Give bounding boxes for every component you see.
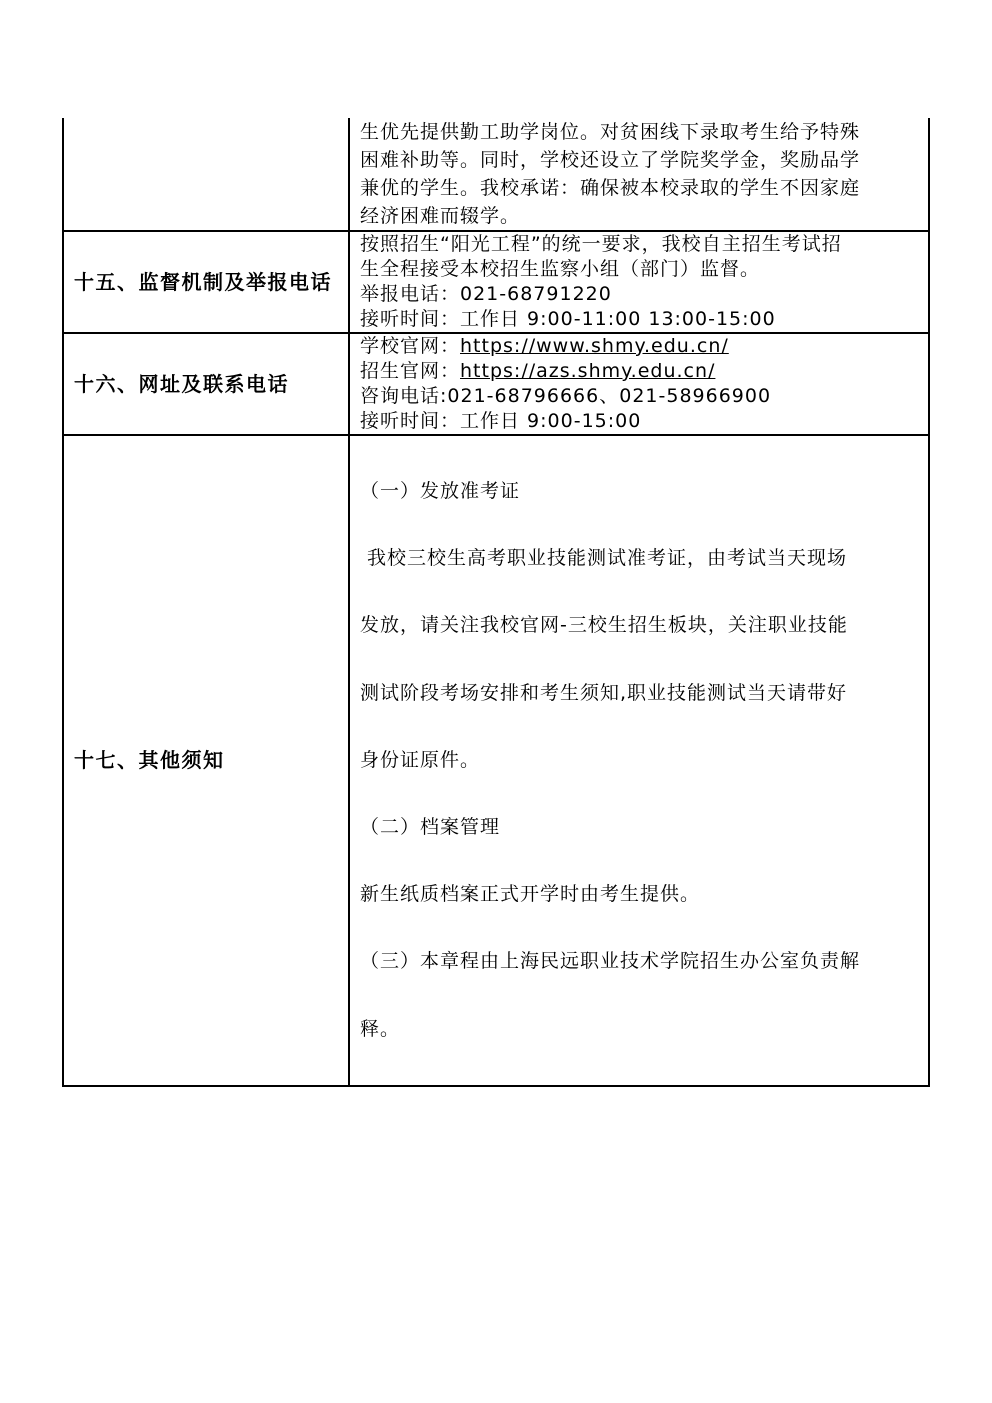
text-line: 兼优的学生。我校承诺：确保被本校录取的学生不因家庭 [360,177,861,199]
school-site-line [360,334,920,359]
school-site-label: 学校官网： [360,335,461,357]
text-line: 发放，请关注我校官网-三校生招生板块，关注职业技能 [360,614,848,637]
table-row [63,333,929,435]
text-line: 经济困难而辍学。 [360,205,521,227]
text-line: 困难补助等。同时，学校还设立了学院奖学金，奖励品学 [360,149,861,171]
text-line: 测试阶段考场安排和考生须知,职业技能测试当天请带好 [360,681,848,704]
answer-hours: 接听时间：工作日 9:00-11:00 13:00-15:00 [360,308,776,330]
admission-site-link[interactable]: https://azs.shmy.edu.cn/ [460,360,716,382]
row-label [63,118,349,231]
admissions-info-table [62,118,930,1087]
row-label-other: 十七、其他须知 [63,435,349,1086]
report-phone: 举报电话：021-68791220 [360,283,612,305]
text-line: （一）发放准考证 [360,480,521,502]
admission-site-label: 招生官网： [360,360,461,382]
row-label-supervision: 十五、监督机制及举报电话 [63,231,349,333]
row-content [349,333,929,435]
row-content [349,118,929,231]
row-content [349,231,929,333]
table-row [63,118,929,231]
text-line: 我校三校生高考职业技能测试准考证，由考试当天现场 [360,547,848,570]
table-row [63,231,929,333]
school-site-link[interactable]: https://www.shmy.edu.cn/ [460,335,729,357]
text-line: （三）本章程由上海民远职业技术学院招生办公室负责解 [360,950,861,973]
answer-hours: 接听时间：工作日 9:00-15:00 [360,410,642,432]
admission-site-line [360,359,920,384]
table-row [63,435,929,1086]
row-content [349,435,929,1086]
consult-phone: 咨询电话:021-68796666、021-58966900 [360,385,772,407]
text-line: 身份证原件。 [360,748,481,771]
text-line: 按照招生“阳光工程”的统一要求，我校自主招生考试招 [360,233,842,255]
text-line: （二）档案管理 [360,816,501,839]
text-line: 生全程接受本校招生监察小组（部门）监督。 [360,258,761,280]
text-line: 释。 [360,1017,401,1040]
row-label-contact: 十六、网址及联系电话 [63,333,349,435]
text-line: 生优先提供勤工助学岗位。对贫困线下录取考生给予特殊 [360,121,861,143]
text-line: 新生纸质档案正式开学时由考生提供。 [360,883,701,906]
